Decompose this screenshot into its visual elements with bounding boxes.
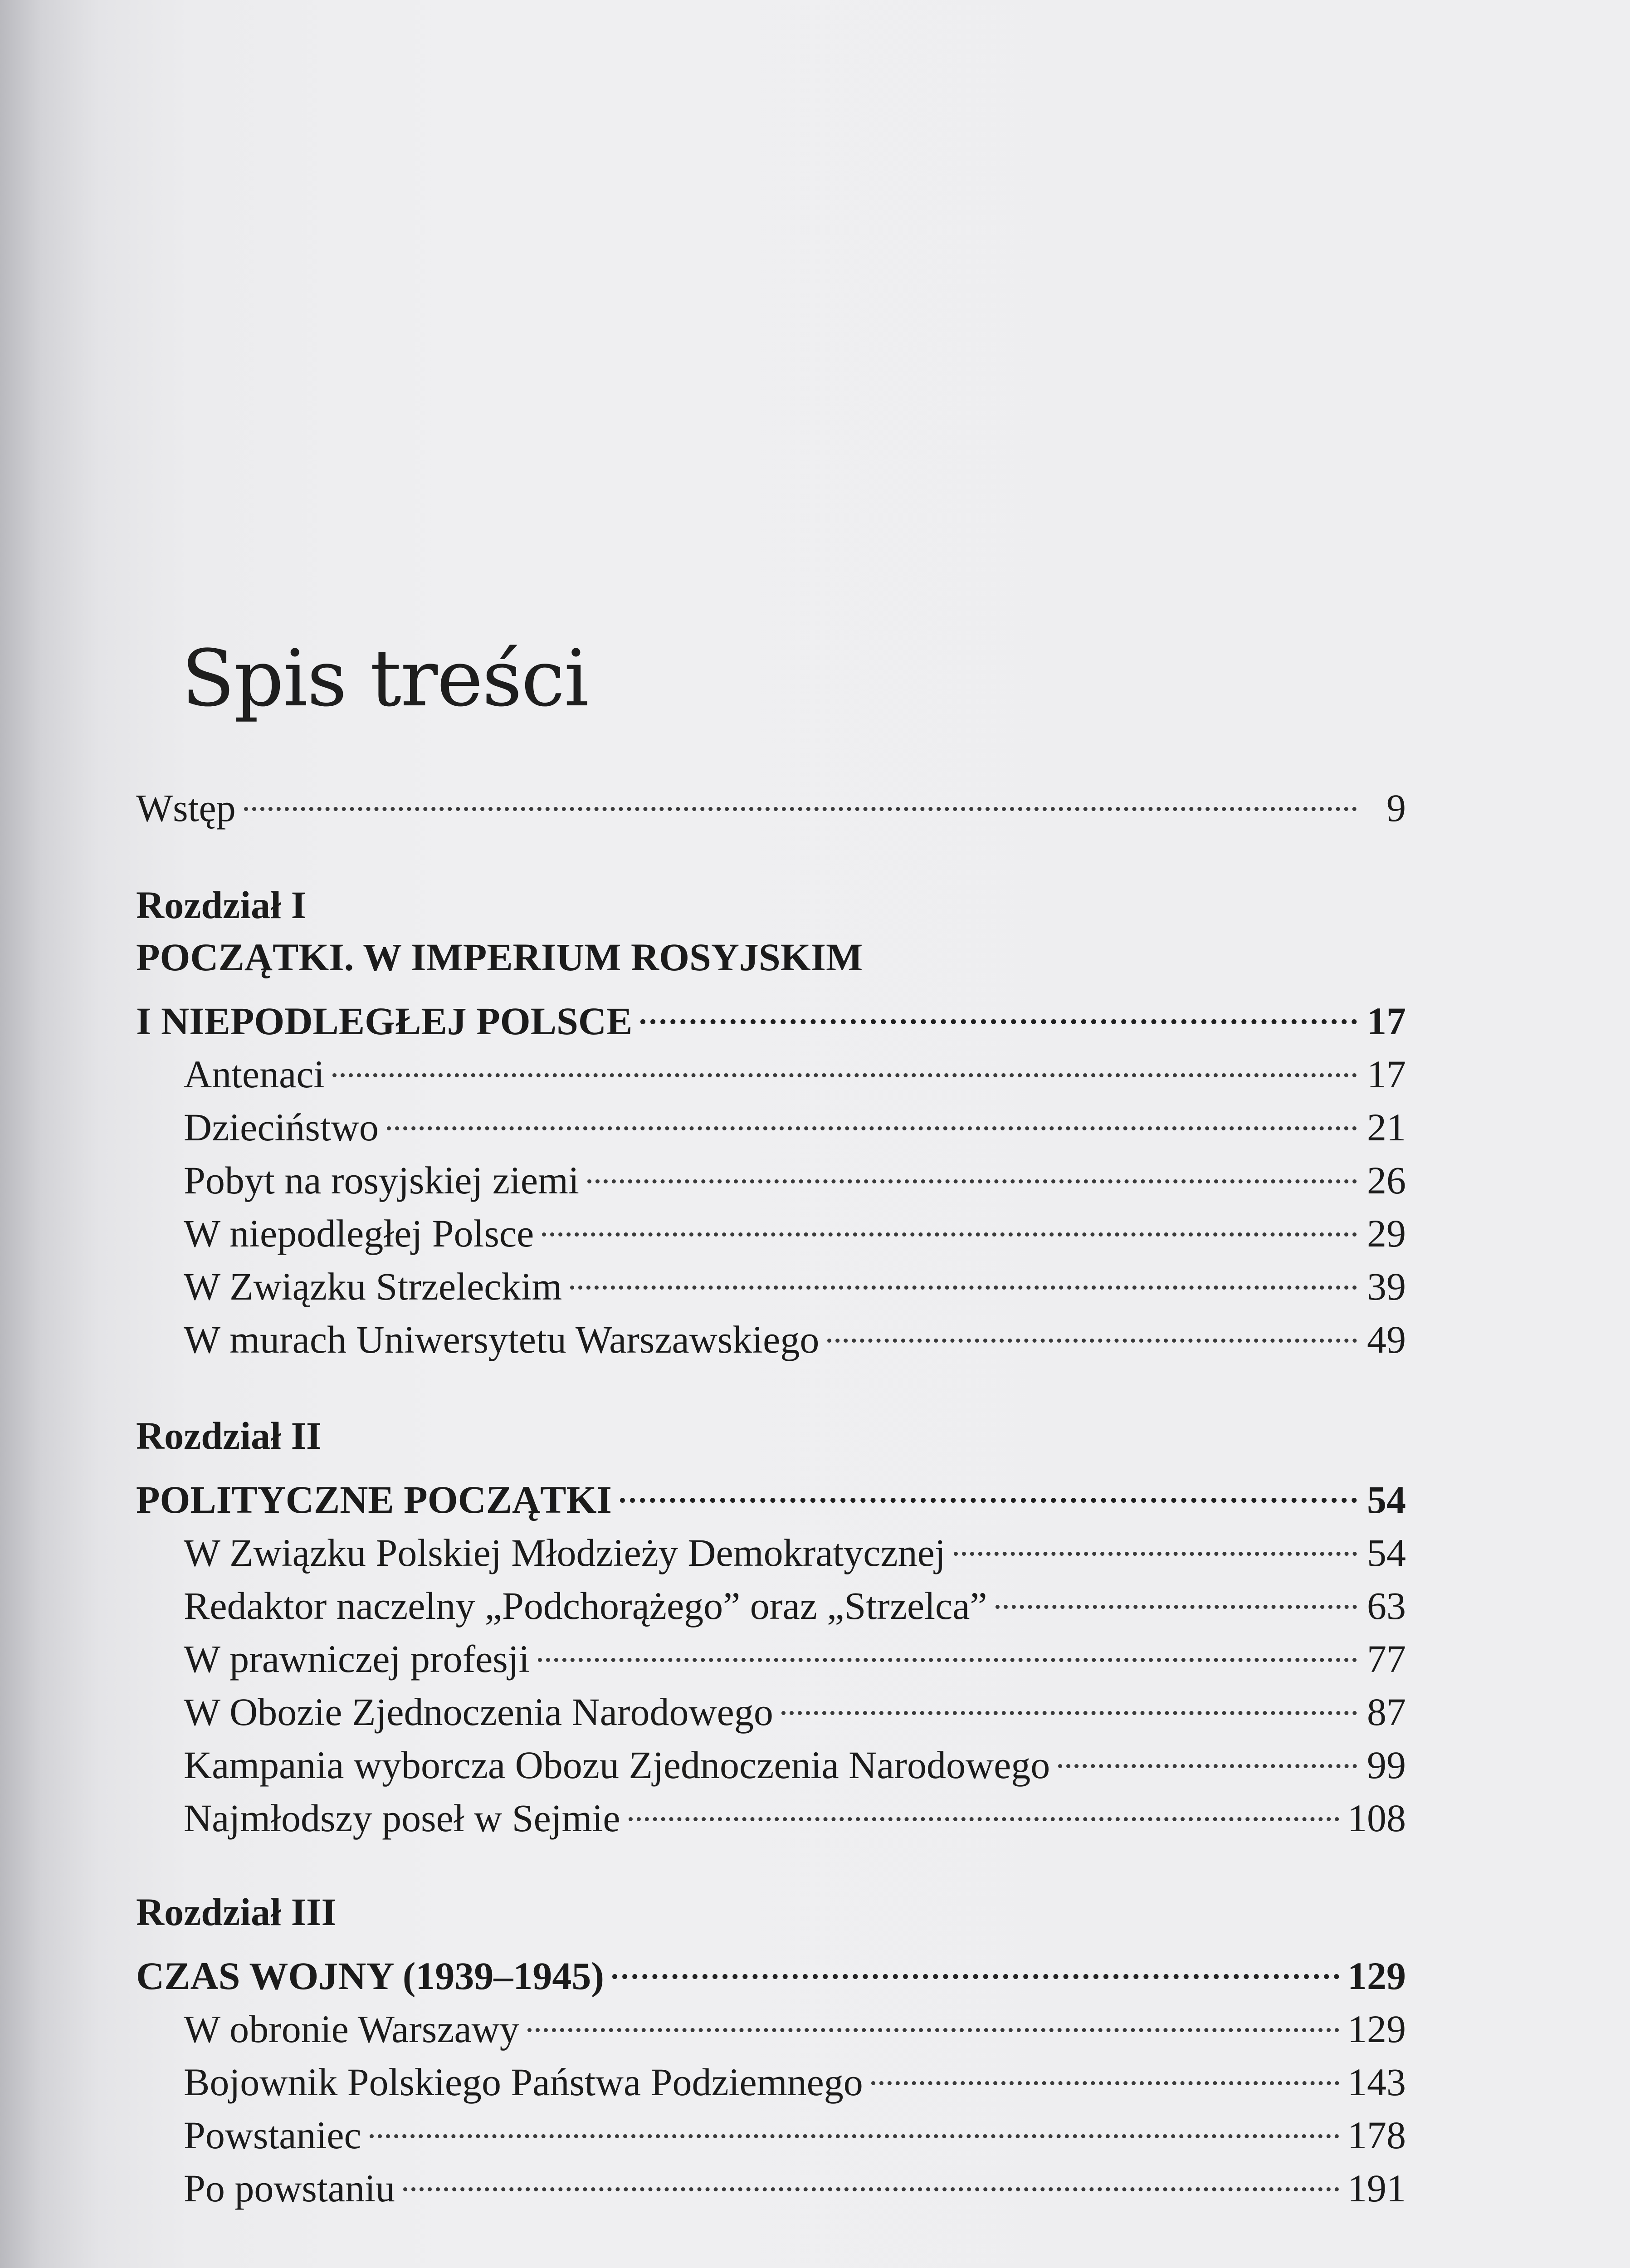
toc-entry-page: 49 <box>1367 1318 1406 1361</box>
chapter-title-line: I NIEPODLEGŁEJ POLSCE <box>136 999 633 1043</box>
chapter-title-line: POLITYCZNE POCZĄTKI <box>136 1478 612 1521</box>
toc-entry-page: 99 <box>1367 1743 1406 1787</box>
toc-entry-section[interactable] <box>136 1728 1406 1787</box>
toc-entry-section[interactable] <box>136 1303 1406 1361</box>
toc-entry-chapter[interactable] <box>136 1939 1406 1998</box>
dot-leader <box>538 1622 1357 1672</box>
toc-entry-label: Wstęp <box>136 786 236 830</box>
toc-entry-page: 87 <box>1367 1690 1406 1734</box>
dot-leader <box>871 2045 1339 2095</box>
toc-entry-label: W obronie Warszawy <box>184 2007 519 2051</box>
page-title: Spis treści <box>181 633 588 724</box>
toc-entry-page: 178 <box>1347 2113 1406 2157</box>
dot-leader <box>387 1090 1357 1140</box>
toc-entry-page: 191 <box>1347 2166 1406 2210</box>
dot-leader <box>954 1516 1357 1566</box>
toc-entry-label: W Związku Polskiej Młodzieży Demokratycznej <box>184 1531 946 1574</box>
toc-entry-section[interactable] <box>136 1144 1406 1202</box>
toc-entry-label: Dzieciństwo <box>184 1105 379 1149</box>
dot-leader <box>996 1569 1357 1619</box>
toc-entry-page: 129 <box>1347 2007 1406 2051</box>
toc-entry-section[interactable] <box>136 1516 1406 1574</box>
dot-leader <box>332 1037 1357 1087</box>
toc-entry-label: Powstaniec <box>184 2113 361 2157</box>
toc-entry-page: 143 <box>1347 2060 1406 2104</box>
toc-entry-section[interactable] <box>136 1197 1406 1255</box>
dot-leader <box>1058 1728 1357 1778</box>
toc-entry-section[interactable] <box>136 2098 1406 2157</box>
toc-entry-label: Najmłodszy poseł w Sejmie <box>184 1796 620 1840</box>
dot-leader <box>587 1144 1357 1193</box>
toc-entry-section[interactable] <box>136 1250 1406 1308</box>
toc-entry-section[interactable] <box>136 1992 1406 2051</box>
toc-entry-page: 129 <box>1347 1954 1406 1998</box>
toc-entry-section[interactable] <box>136 2151 1406 2210</box>
dot-leader <box>527 1992 1339 2042</box>
dot-leader <box>542 1197 1357 1246</box>
toc-entry-section[interactable] <box>136 1569 1406 1628</box>
toc-entry-page: 54 <box>1367 1531 1406 1574</box>
dot-leader <box>620 1463 1357 1513</box>
toc-entry-label: Redaktor naczelny „Podchorążego” oraz „Strzelca” <box>184 1584 987 1628</box>
toc-entry-label: Kampania wyborcza Obozu Zjednoczenia Narodowego <box>184 1743 1050 1787</box>
toc-entry-intro[interactable] <box>136 771 1406 830</box>
toc-entry-label: Pobyt na rosyjskiej ziemi <box>184 1158 579 1202</box>
toc-entry-section[interactable] <box>136 1675 1406 1734</box>
toc-entry-page: 54 <box>1367 1478 1406 1521</box>
toc-entry-page: 77 <box>1367 1637 1406 1681</box>
chapter-title-line: POCZĄTKI. W IMPERIUM ROSYJSKIM <box>136 935 863 979</box>
dot-leader <box>781 1675 1357 1725</box>
toc-entry-page: 21 <box>1367 1105 1406 1149</box>
toc-entry-page: 63 <box>1367 1584 1406 1628</box>
dot-leader <box>570 1250 1357 1300</box>
dot-leader <box>827 1303 1357 1353</box>
toc-entry-label: Antenaci <box>184 1052 325 1096</box>
toc-entry-chapter[interactable] <box>136 984 1406 1043</box>
chapter-title-line: CZAS WOJNY (1939–1945) <box>136 1954 605 1998</box>
toc-entry-label: W Związku Strzeleckim <box>184 1265 562 1308</box>
toc-entry-label: W Obozie Zjednoczenia Narodowego <box>184 1690 773 1734</box>
toc-entry-page: 29 <box>1367 1212 1406 1255</box>
toc-entry-section[interactable] <box>136 1622 1406 1681</box>
toc-entry-page: 17 <box>1367 1052 1406 1096</box>
toc-entry-label: W murach Uniwersytetu Warszawskiego <box>184 1318 820 1361</box>
toc-entry-section[interactable] <box>136 2045 1406 2104</box>
toc-entry-label: Po powstaniu <box>184 2166 395 2210</box>
toc-entry-label: W niepodległej Polsce <box>184 1212 534 1255</box>
dot-leader <box>640 984 1357 1034</box>
toc-entry-label: Bojownik Polskiego Państwa Podziemnego <box>184 2060 863 2104</box>
toc-entry-label: W prawniczej profesji <box>184 1637 530 1681</box>
toc-entry-section[interactable] <box>136 1037 1406 1096</box>
dot-leader <box>403 2151 1339 2201</box>
chapter-heading: Rozdział I <box>136 883 307 927</box>
toc-entry-section[interactable] <box>136 1781 1406 1840</box>
toc-entry-page: 17 <box>1367 999 1406 1043</box>
dot-leader <box>629 1781 1339 1831</box>
toc-entry-chapter[interactable] <box>136 1463 1406 1521</box>
dot-leader <box>612 1939 1339 1989</box>
dot-leader <box>244 771 1357 821</box>
toc-entry-page: 26 <box>1367 1158 1406 1202</box>
toc-entry-page: 39 <box>1367 1265 1406 1308</box>
toc-entry-section[interactable] <box>136 1090 1406 1149</box>
toc-entry-page: 108 <box>1347 1796 1406 1840</box>
toc-entry-page: 9 <box>1386 786 1406 830</box>
chapter-heading: Rozdział III <box>136 1890 337 1934</box>
chapter-heading: Rozdział II <box>136 1414 322 1457</box>
dot-leader <box>370 2098 1339 2148</box>
